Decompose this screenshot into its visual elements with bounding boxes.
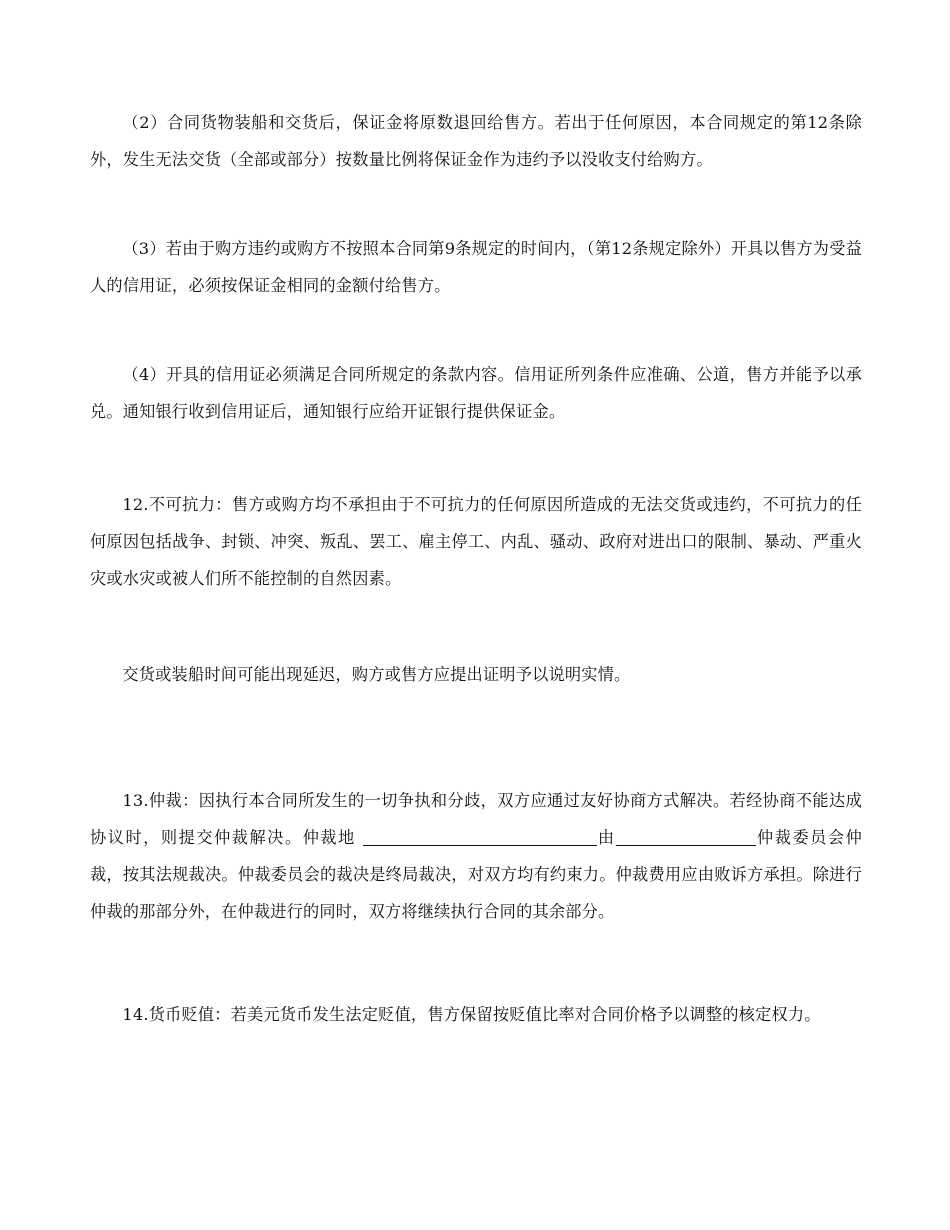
paragraph-clause-13-arbitration bbox=[90, 782, 862, 930]
paragraph-clause-11-item-3: （3）若由于购方违约或购方不按照本合同第9条规定的时间内，（第12条规定除外）开具以售方为受益人的信用证，必须按保证金相同的金额付给售方。 bbox=[90, 239, 862, 295]
paragraph-delay-note: 交货或装船时间可能出现延迟，购方或售方应提出证明予以说明实情。 bbox=[122, 665, 631, 684]
paragraph-clause-11-item-2: （2）合同货物装船和交货后，保证金将原数退回给售方。若出于任何原因，本合同规定的第12条除外，发生无法交货（全部或部分）按数量比例将保证金作为违约予以没收支付给购方。 bbox=[90, 113, 862, 169]
clause-13-by-text: 由 bbox=[596, 828, 616, 847]
arbitration-commission-blank[interactable] bbox=[616, 827, 756, 846]
paragraph-clause-11-item-4: （4）开具的信用证必须满足合同所规定的条款内容。信用证所列条件应准确、公道，售方并能予以承兑。通知银行收到信用证后，通知银行应给开证银行提供保证金。 bbox=[90, 365, 862, 421]
paragraph-clause-12-force-majeure: 12.不可抗力：售方或购方均不承担由于不可抗力的任何原因所造成的无法交货或违约，不可抗力的任何原因包括战争、封锁、冲突、叛乱、罢工、雇主停工、内乱、骚动、政府对进出口的限制、暴动、严重火灾或水灾或被人们所不能控制的自然因素。 bbox=[90, 495, 862, 588]
clause-13-text-start: 13.仲裁：因执行本合同所发生的一切争执和分歧，双方应通过友好协商方式解决。若经协商不能达成协议时，则提交仲裁解决。仲裁地 bbox=[90, 791, 862, 847]
clause-13-text-end: 仲裁委员会仲裁，按其法规裁决。仲裁委员会的裁决是终局裁决，对双方均有约束力。仲裁费用应由败诉方承担。除进行仲裁的那部分外，在仲裁进行的同时，双方将继续执行合同的其余部分。 bbox=[90, 828, 863, 921]
paragraph-clause-14-currency-devaluation: 14.货币贬值：若美元货币发生法定贬值，售方保留按贬值比率对合同价格予以调整的核定权力。 bbox=[122, 1005, 821, 1024]
arbitration-place-blank[interactable] bbox=[363, 827, 597, 846]
